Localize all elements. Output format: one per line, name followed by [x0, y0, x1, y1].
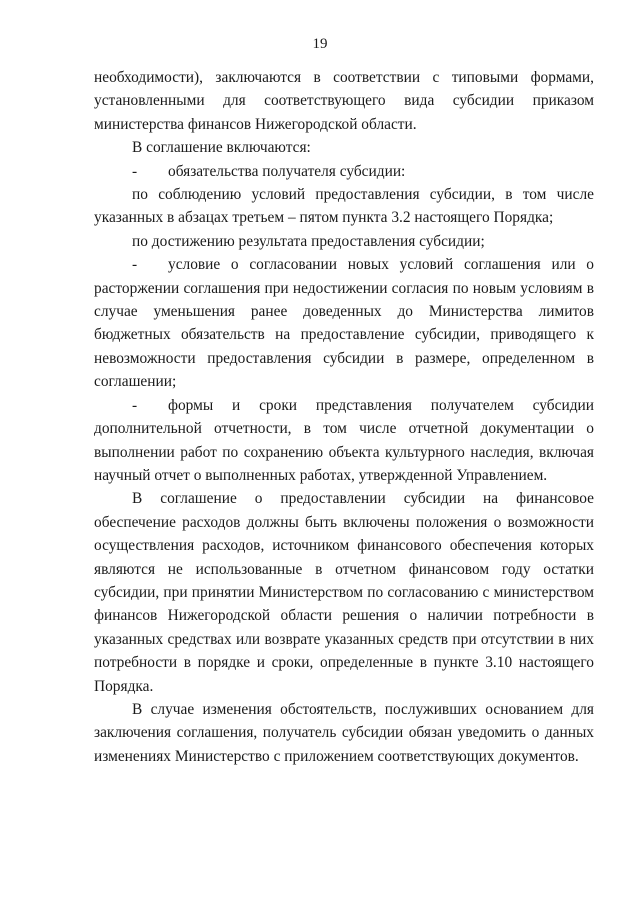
- list-item-reporting: [94, 394, 594, 488]
- paragraph-financial-provisions: В соглашение о предоставлении субсидии на финансовое обеспечение расходов должны быть включены положения о возможности осуществления расходов, источником финансового обеспечения которых являются не использованные в отчетном финансовом году остатки субсидии, при принятии Министерством по согласованию с министерством финансов Нижегородской области решения о наличии потребности в указанных средствах или возврате указанных средств при отсутствии в них потребности в порядке и сроки, определенные в пункте 3.10 настоящего Порядка.: [94, 490, 594, 695]
- paragraph-agreement-includes: В соглашение включаются:: [132, 139, 311, 157]
- dash-marker: -: [132, 396, 138, 414]
- list-item-text: обязательства получателя субсидии:: [168, 162, 406, 180]
- list-item-text: условие о согласовании новых условий соглашения или о расторжении соглашения при недостижении согласия по новым условиям в случае уменьшения ранее доведенных до Министерства лимитов бюджетных обязательств на предоставление субсидии, приводящего к невозможности предоставления субсидии в размере, определенном в соглашении;: [94, 256, 594, 391]
- list-item-obligations: [94, 160, 594, 183]
- paragraph-compliance: по соблюдению условий предоставления субсидии, в том числе указанных в абзацах третьем – пятом пункта 3.2 настоящего Порядка;: [94, 186, 594, 227]
- list-item-conditions: [94, 253, 594, 393]
- document-body: [94, 66, 594, 768]
- paragraph-change-of-circumstances: В случае изменения обстоятельств, послуживших основанием для заключения соглашения, получатель субсидии обязан уведомить о данных изменениях Министерство с приложением соответствующих документов.: [94, 700, 594, 765]
- dash-marker: -: [132, 256, 138, 274]
- list-item-text: формы и сроки представления получателем субсидии дополнительной отчетности, в том числе отчетной документации о выполнении работ по сохранению объекта культурного наследия, включая научный отчет о выполненных работах, утвержденной Управлением.: [94, 396, 594, 484]
- dash-marker: -: [132, 162, 138, 180]
- paragraph-result: по достижению результата предоставления субсидии;: [132, 232, 485, 250]
- page-number: 19: [312, 36, 328, 52]
- paragraph-continuation: необходимости), заключаются в соответствии с типовыми формами, установленными для соответствующего вида субсидии приказом министерства финансов Нижегородской области.: [94, 69, 594, 133]
